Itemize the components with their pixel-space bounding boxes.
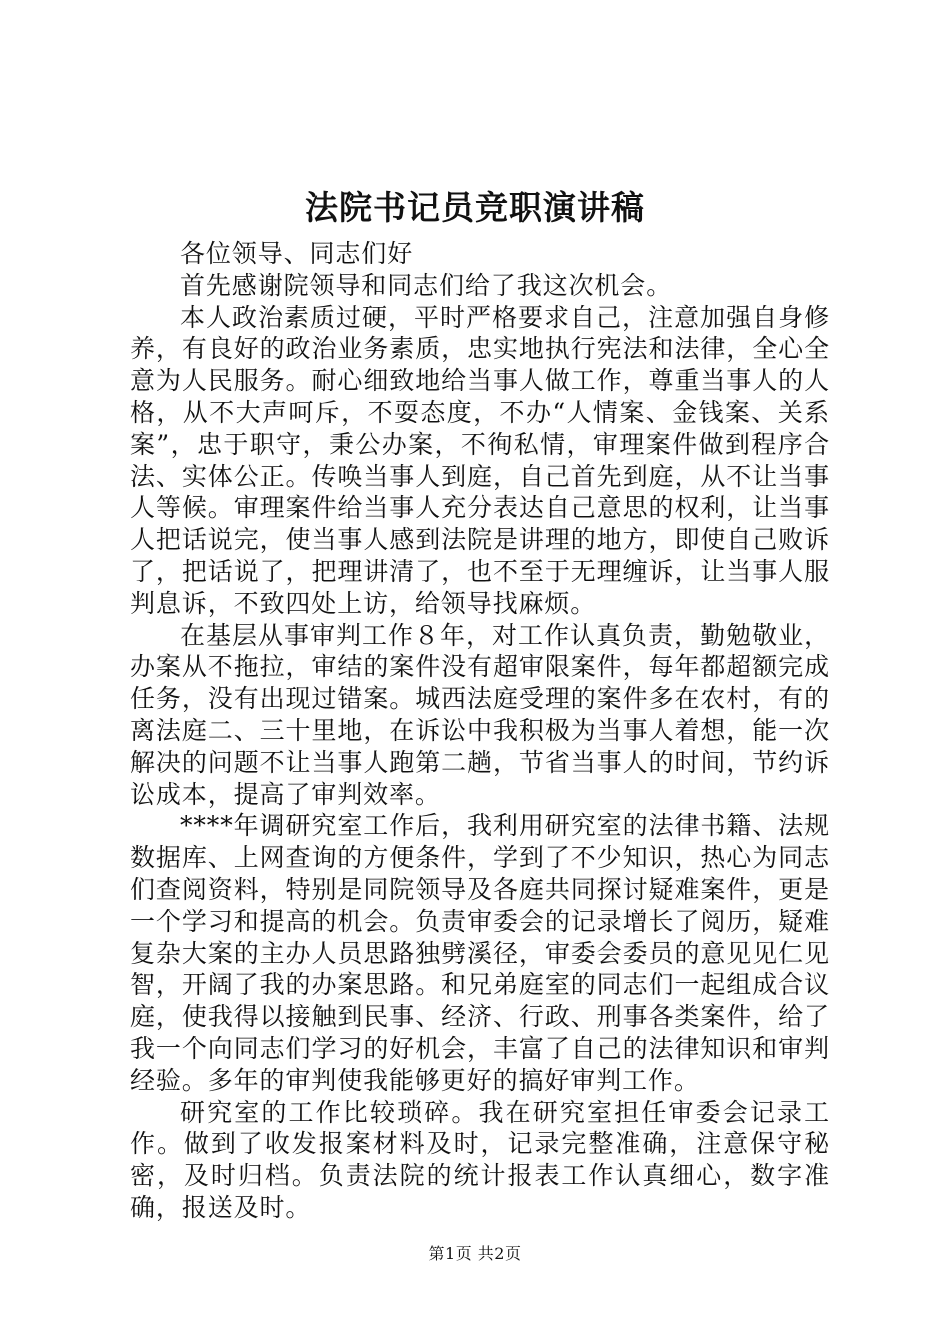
political-quality-paragraph: 本人政治素质过硬，平时严格要求自己，注意加强自身修养，有良好的政治业务素质，忠实地执行宪法和法律，全心全意为人民服务。耐心细致地给当事人做工作，尊重当事人的人格，从不大声呵斥，不耍态度，不办“人情案、金钱案、关系案”，忠于职守，秉公办案，不徇私情，审理案件做到程序合法、实体公正。传唤当事人到庭，自己首先到庭，从不让当事人等候。审理案件给当事人充分表达自己意思的权利，让当事人把话说完，使当事人感到法院是讲理的地方，即使自己败诉了，把话说了，把理讲清了，也不至于无理缠诉，让当事人服判息诉，不致四处上访，给领导找麻烦。 [130,302,830,618]
records-work-paragraph: 研究室的工作比较琐碎。我在研究室担任审委会记录工作。做到了收发报案材料及时，记录完整准确，注意保守秘密，及时归档。负责法院的统计报表工作认真细心，数字准确，报送及时。 [130,1097,830,1222]
trial-experience-paragraph: 在基层从事审判工作８年，对工作认真负责，勤勉敬业，办案从不拖拉，审结的案件没有超审限案件，每年都超额完成任务，没有出现过错案。城西法庭受理的案件多在农村，有的离法庭二、三十里地，在诉讼中我积极为当事人着想，能一次解决的问题不让当事人跑第二趟，节省当事人的时间，节约诉讼成本，提高了审判效率。 [130,620,830,809]
research-office-paragraph: ****年调研究室工作后，我利用研究室的法律书籍、法规数据库、上网查询的方便条件，学到了不少知识，热心为同志们查阅资料，特别是同院领导及各庭共同探讨疑难案件，更是一个学习和提高的机会。负责审委会的记录增长了阅历，疑难复杂大案的主办人员思路独劈溪径，审委会委员的意见见仁见智，开阔了我的办案思路。和兄弟庭室的同志们一起组成合议庭，使我得以接触到民事、经济、行政、刑事各类案件，给了我一个向同志们学习的好机会，丰富了自己的法律知识和审判经验。多年的审判使我能够更好的搞好审判工作。 [130,811,830,1095]
document-body [130,238,830,1224]
thanks-paragraph: 首先感谢院领导和同志们给了我这次机会。 [180,270,673,300]
page-number-footer: 第1页 共2页 [428,1244,522,1263]
salutation-paragraph: 各位领导、同志们好 [180,239,414,268]
document-title: 法院书记员竞职演讲稿 [305,188,645,227]
